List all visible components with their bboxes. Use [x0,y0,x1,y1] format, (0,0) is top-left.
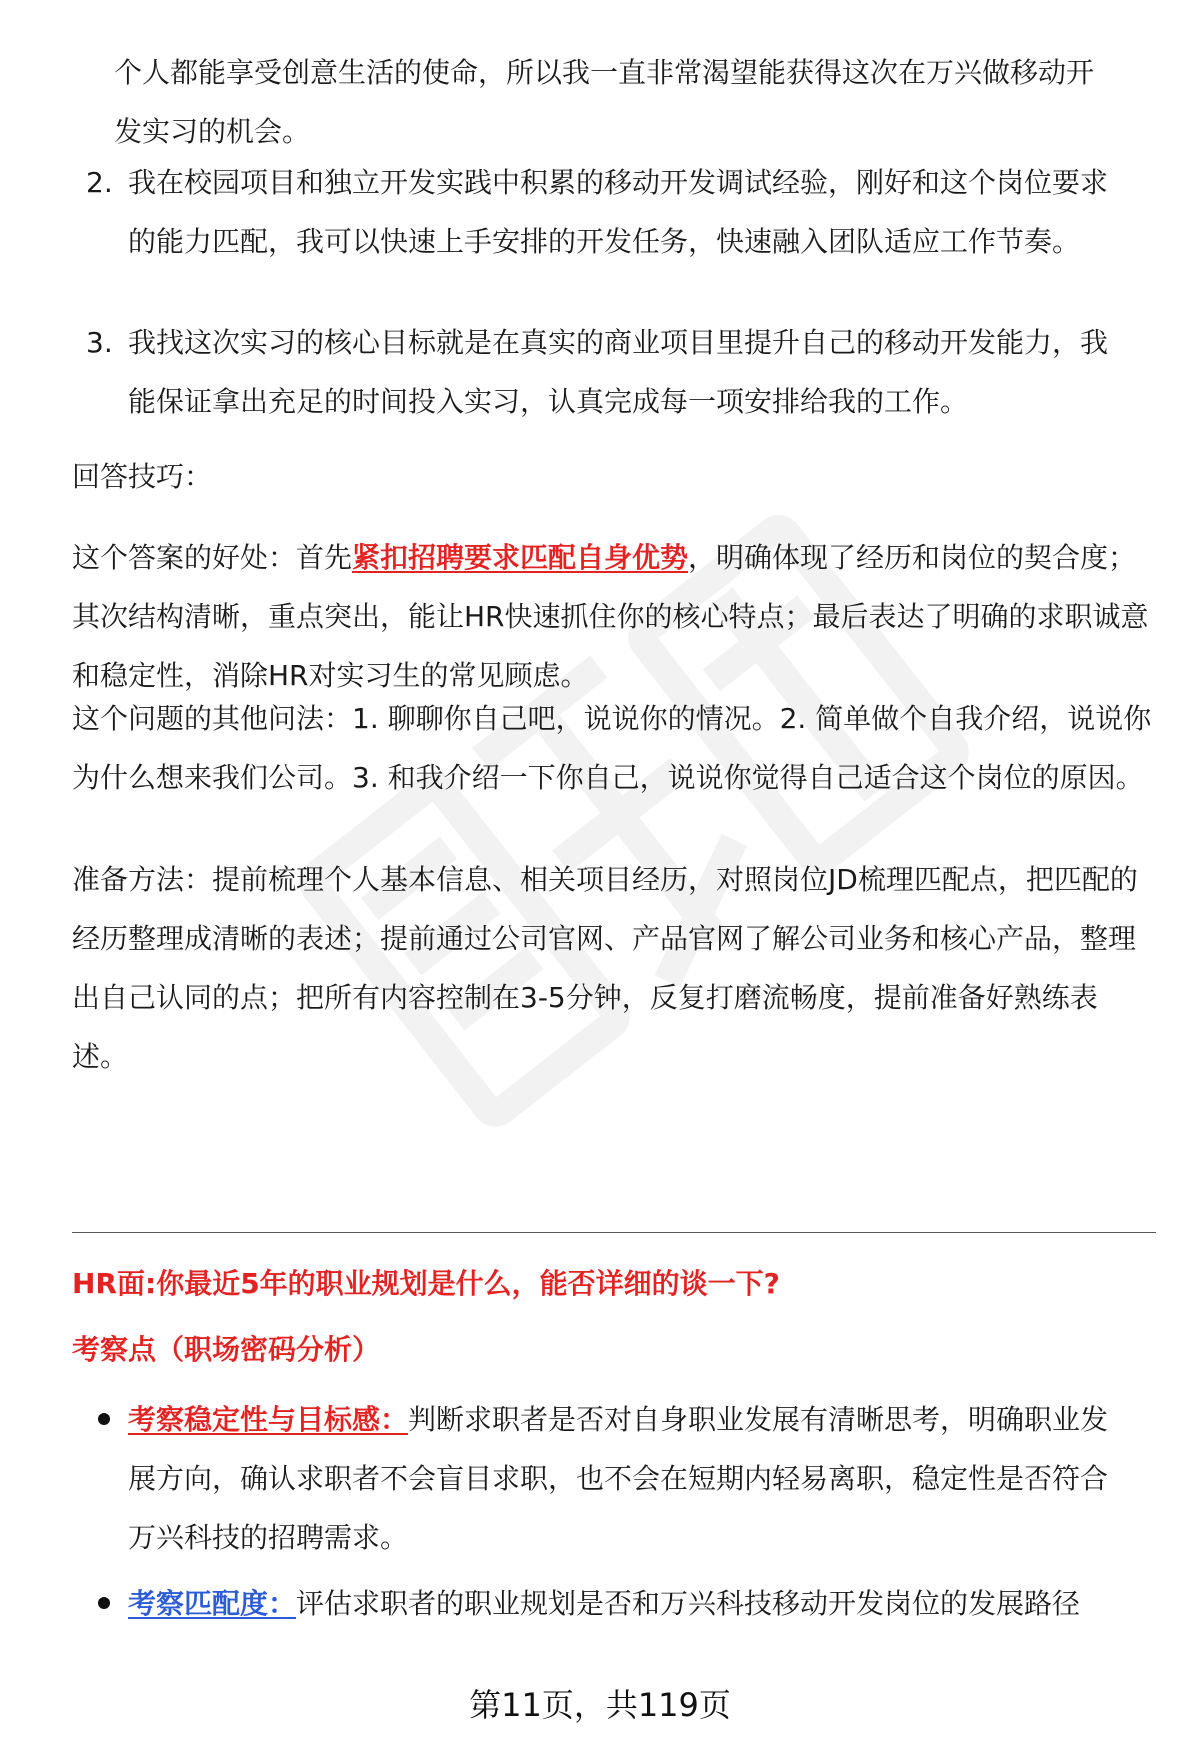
benefit-prefix: 这个答案的好处：首先 [72,541,353,574]
exam-point-body: 判断求职者是否对自身职业发展有清晰思考，明确职业发展方向，确认求职者不会盲目求职，也不会在短期内轻易离职，稳定性是否符合万兴科技的招聘需求。 [128,1403,1109,1554]
list-item [72,153,1152,271]
exam-point-text [128,1390,1128,1567]
other-asks-paragraph: 这个问题的其他问法：1. 聊聊你自己吧，说说你的情况。2. 简单做个自我介绍，说说你为什么想来我们公司。3. 和我介绍一下你自己，说说你觉得自己适合这个岗位的原因。 [72,702,1152,794]
prep-method-paragraph: 准备方法：提前梳理个人基本信息、相关项目经历，对照岗位JD梳理匹配点，把匹配的经历整理成清晰的表述；提前通过公司官网、产品官网了解公司业务和核心产品，整理出自己认同的点；把所有内容控制在3-5分钟，反复打磨流畅度，提前准备好熟练表述。 [72,863,1138,1073]
exam-point-text [128,1574,1128,1633]
page-footer: 第11页，共119页 [469,1686,731,1724]
list-continuation: 个人都能享受创意生活的使命，所以我一直非常渴望能获得这次在万兴做移动开发实习的机会。 [114,56,1095,148]
list-item-text: 我在校园项目和独立开发实践中积累的移动开发调试经验，刚好和这个岗位要求的能力匹配，我可以快速上手安排的开发任务，快速融入团队适应工作节奏。 [128,166,1109,258]
exam-heading: 考察点（职场密码分析） [72,1333,381,1366]
list-item-number: 3. [86,326,113,359]
exam-point [72,1390,1152,1567]
list-item-text: 我找这次实习的核心目标就是在真实的商业项目里提升自己的移动开发能力，我能保证拿出充足的时间投入实习，认真完成每一项安排给我的工作。 [128,326,1109,418]
benefit-highlight: 紧扣招聘要求匹配自身优势 [352,541,689,574]
exam-point-label: 考察匹配度： [128,1587,297,1620]
list-item-number: 2. [86,166,113,199]
bullet-dot-icon [98,1413,110,1425]
benefit-suffix: ，明确体现了经历和岗位的契合度；其次结构清晰，重点突出，能让HR快速抓住你的核心特点；最后表达了明确的求职诚意和稳定性，消除HR对实习生的常见顾虑。 [72,541,1149,692]
hr-question-heading: HR面:你最近5年的职业规划是什么，能否详细的谈一下? [72,1267,780,1300]
tips-label: 回答技巧： [72,460,213,493]
exam-point-body: 评估求职者的职业规划是否和万兴科技移动开发岗位的发展路径 [296,1587,1081,1620]
exam-point [72,1574,1152,1633]
section-divider [72,1232,1156,1233]
exam-point-label: 考察稳定性与目标感： [128,1403,409,1436]
bullet-dot-icon [98,1597,110,1609]
list-item [72,313,1152,431]
benefit-paragraph [72,528,1152,705]
